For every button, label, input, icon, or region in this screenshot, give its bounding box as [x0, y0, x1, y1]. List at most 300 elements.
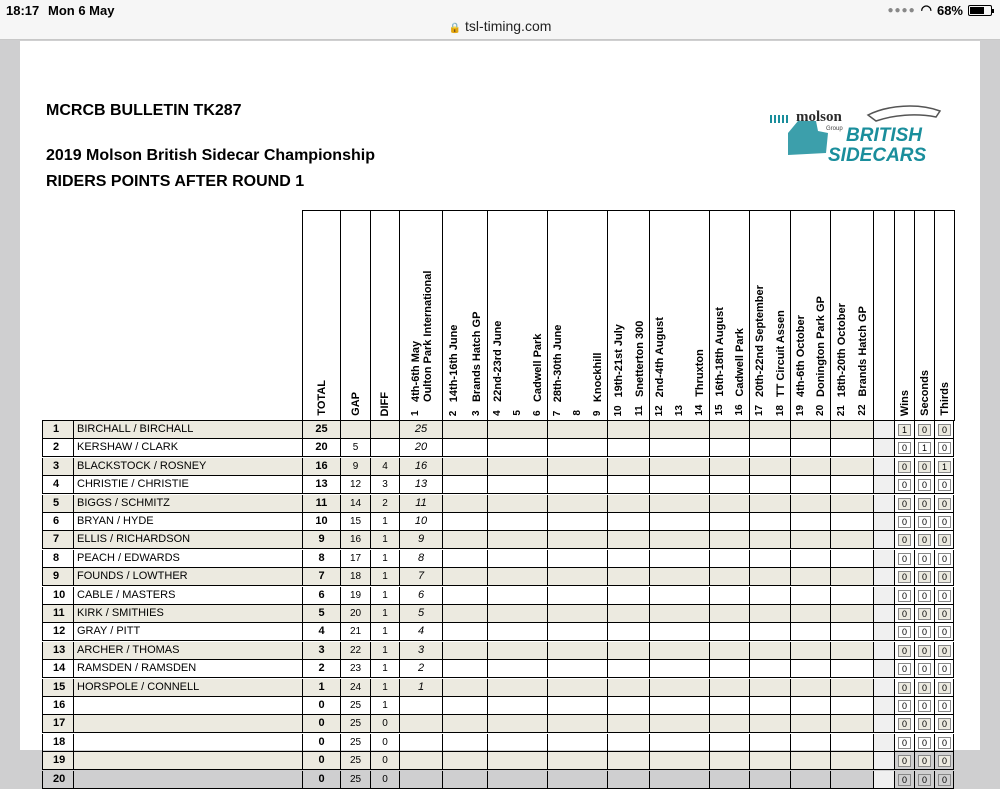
seconds-cell	[914, 660, 934, 678]
round-3-label	[471, 312, 483, 416]
total-cell: 25	[302, 421, 340, 439]
round-block-cell-5	[607, 476, 649, 494]
total-cell: 10	[302, 513, 340, 531]
round-block-cell-4	[547, 734, 607, 752]
diff-cell	[370, 421, 399, 439]
seconds-cell	[914, 458, 934, 476]
rider-name-cell: CHRISTIE / CHRISTIE	[73, 476, 302, 494]
header-round-12	[650, 211, 670, 420]
round-21-text	[836, 303, 848, 397]
diff-cell: 1	[370, 568, 399, 586]
round-block-cell-9	[790, 605, 830, 623]
seconds-cell	[914, 421, 934, 439]
round-19-number: 19	[795, 404, 806, 416]
round-1-points-cell: 10	[399, 513, 442, 531]
header-wins-label: Wins	[898, 389, 911, 416]
rider-name-cell: GRAY / PITT	[73, 623, 302, 641]
position-cell: 19	[42, 752, 73, 770]
wins-cell	[894, 752, 914, 770]
gap-cell	[340, 421, 370, 439]
round-1-venue: Oulton Park International	[421, 271, 434, 403]
logo-brand: molson	[796, 109, 842, 125]
round-block-cell-5	[607, 679, 649, 697]
round-block-cell-7	[709, 623, 749, 641]
round-16-number: 16	[734, 404, 745, 416]
round-block-cell-7	[709, 421, 749, 439]
total-cell: 0	[302, 734, 340, 752]
round-block-cell-9	[790, 697, 830, 715]
round-block-cell-10	[830, 421, 873, 439]
round-10-date: 19th-21st July	[612, 323, 625, 397]
round-block-cell-2	[442, 458, 487, 476]
thirds-count-box: 0	[938, 479, 951, 491]
round-block-cell-7	[709, 679, 749, 697]
round-block-cell-9	[790, 715, 830, 733]
header-gap	[340, 210, 370, 421]
round-block-cell-9	[790, 439, 830, 457]
round-block-cell-2	[442, 734, 487, 752]
rider-name-cell	[73, 752, 302, 770]
seconds-cell	[914, 642, 934, 660]
round-block-cell-5	[607, 458, 649, 476]
header-event-2	[442, 210, 487, 421]
round-block-cell-2	[442, 513, 487, 531]
position-cell: 13	[42, 642, 73, 660]
total-cell: 1	[302, 679, 340, 697]
thirds-count-box: 0	[938, 755, 951, 767]
round-block-cell-8	[749, 642, 790, 660]
wins-count-box: 0	[898, 461, 911, 473]
round-block-cell-8	[749, 605, 790, 623]
round-18-label	[775, 310, 787, 416]
position-cell: 17	[42, 715, 73, 733]
round-block-cell-5	[607, 587, 649, 605]
round-6-label	[532, 334, 544, 416]
diff-cell: 1	[370, 642, 399, 660]
round-block-cell-4	[547, 550, 607, 568]
gap-cell: 21	[340, 623, 370, 641]
round-1-points-cell	[399, 771, 442, 789]
table-row	[42, 642, 955, 660]
round-block-cell-2	[442, 476, 487, 494]
round-block-cell-10	[830, 623, 873, 641]
wins-cell	[894, 476, 914, 494]
round-15-text	[714, 307, 726, 396]
round-block-cell-3	[487, 568, 547, 586]
round-block-cell-4	[547, 623, 607, 641]
round-block-cell-5	[607, 513, 649, 531]
round-16-text	[734, 328, 746, 396]
diff-cell: 4	[370, 458, 399, 476]
round-block-cell-8	[749, 495, 790, 513]
total-cell: 6	[302, 587, 340, 605]
diff-cell: 2	[370, 495, 399, 513]
round-block-cell-10	[830, 752, 873, 770]
round-block-cell-9	[790, 660, 830, 678]
wins-count-box: 0	[898, 626, 911, 638]
gap-cell: 20	[340, 605, 370, 623]
thirds-cell	[934, 697, 954, 715]
round-block-cell-10	[830, 458, 873, 476]
wins-cell	[894, 623, 914, 641]
rider-name-cell: BIRCHALL / BIRCHALL	[73, 421, 302, 439]
table-row	[42, 623, 955, 641]
round-21-label	[836, 303, 848, 416]
address-bar[interactable]	[0, 18, 1000, 34]
round-6-number: 6	[532, 410, 543, 416]
thirds-count-box: 0	[938, 700, 951, 712]
header-round-11	[629, 211, 650, 420]
table-row	[42, 734, 955, 752]
round-2-date: 14th-16th June	[448, 324, 461, 403]
round-block-cell-9	[790, 642, 830, 660]
header-event-3	[487, 210, 547, 421]
round-1-points-cell: 4	[399, 623, 442, 641]
gap-cell: 18	[340, 568, 370, 586]
round-block-cell-7	[709, 605, 749, 623]
wins-cell	[894, 697, 914, 715]
total-cell: 0	[302, 771, 340, 789]
round-block-cell-2	[442, 771, 487, 789]
seconds-cell	[914, 771, 934, 789]
thirds-count-box: 0	[938, 645, 951, 657]
thirds-cell	[934, 605, 954, 623]
clock: 18:17	[6, 3, 40, 18]
wins-count-box: 0	[898, 516, 911, 528]
round-block-cell-10	[830, 495, 873, 513]
thirds-count-box: 0	[938, 590, 951, 602]
wins-count-box: 0	[898, 534, 911, 546]
round-block-cell-9	[790, 476, 830, 494]
round-18-venue: TT Circuit Assen	[774, 309, 787, 397]
header-event-5	[607, 210, 649, 421]
round-block-cell-6	[649, 439, 709, 457]
thirds-cell	[934, 439, 954, 457]
round-block-cell-5	[607, 715, 649, 733]
gap-cell: 22	[340, 642, 370, 660]
seconds-count-box: 0	[918, 645, 931, 657]
gap-cell: 25	[340, 771, 370, 789]
round-block-cell-2	[442, 568, 487, 586]
position-cell: 15	[42, 679, 73, 697]
seconds-count-box: 0	[918, 682, 931, 694]
wins-cell	[894, 642, 914, 660]
seconds-count-box: 0	[918, 516, 931, 528]
round-block-cell-3	[487, 439, 547, 457]
position-cell: 20	[42, 771, 73, 789]
header-total	[302, 210, 340, 421]
rider-name-cell: KIRK / SMITHIES	[73, 605, 302, 623]
round-block-cell-6	[649, 421, 709, 439]
round-block-cell-2	[442, 715, 487, 733]
round-block-cell-2	[442, 752, 487, 770]
gap-cell: 5	[340, 439, 370, 457]
round-block-cell-6	[649, 587, 709, 605]
thirds-count-box: 0	[938, 498, 951, 510]
round-block-cell-5	[607, 421, 649, 439]
seconds-cell	[914, 605, 934, 623]
round-block-cell-7	[709, 734, 749, 752]
rider-name-cell: PEACH / EDWARDS	[73, 550, 302, 568]
document-page	[20, 41, 980, 785]
wins-count-box: 0	[898, 479, 911, 491]
round-block-cell-7	[709, 752, 749, 770]
seconds-count-box: 0	[918, 755, 931, 767]
header-wins	[894, 210, 914, 421]
round-4-number: 4	[492, 410, 503, 416]
round-block-cell-5	[607, 550, 649, 568]
gap-cell: 17	[340, 550, 370, 568]
seconds-count-box: 0	[918, 663, 931, 675]
spacer-cell	[873, 476, 894, 494]
position-cell: 2	[42, 439, 73, 457]
round-block-cell-2	[442, 587, 487, 605]
rider-name-cell: RAMSDEN / RAMSDEN	[73, 660, 302, 678]
spacer-cell	[873, 697, 894, 715]
round-block-cell-6	[649, 495, 709, 513]
round-16-label	[734, 328, 746, 416]
wins-cell	[894, 421, 914, 439]
seconds-count-box: 0	[918, 461, 931, 473]
round-block-cell-5	[607, 752, 649, 770]
spacer-cell	[873, 623, 894, 641]
round-block-cell-3	[487, 715, 547, 733]
round-7-date: 28th-30th June	[552, 324, 564, 403]
header-diff	[370, 210, 399, 421]
spacer-cell	[873, 439, 894, 457]
round-block-cell-9	[790, 421, 830, 439]
round-block-cell-9	[790, 587, 830, 605]
header-round-14	[690, 211, 710, 420]
round-block-cell-9	[790, 752, 830, 770]
round-22-venue: Brands Hatch GP	[857, 306, 870, 397]
header-round-15	[710, 211, 730, 420]
round-block-cell-7	[709, 771, 749, 789]
seconds-count-box: 0	[918, 498, 931, 510]
total-cell: 0	[302, 715, 340, 733]
round-block-cell-4	[547, 752, 607, 770]
round-block-cell-10	[830, 439, 873, 457]
seconds-count-box: 0	[918, 590, 931, 602]
wins-cell	[894, 495, 914, 513]
round-block-cell-5	[607, 531, 649, 549]
seconds-cell	[914, 752, 934, 770]
round-block-cell-6	[649, 697, 709, 715]
round-block-cell-2	[442, 623, 487, 641]
round-block-cell-2	[442, 550, 487, 568]
round-5-label	[512, 406, 524, 416]
table-row	[42, 476, 955, 494]
round-3-text	[471, 312, 483, 402]
logo-line1: BRITISH	[846, 125, 922, 146]
round-block-cell-8	[749, 679, 790, 697]
round-22-number: 22	[857, 404, 869, 416]
round-block-cell-8	[749, 421, 790, 439]
round-17-label	[754, 285, 766, 416]
diff-cell: 1	[370, 660, 399, 678]
round-block-cell-9	[790, 568, 830, 586]
position-cell: 14	[42, 660, 73, 678]
thirds-cell	[934, 531, 954, 549]
table-row	[42, 568, 955, 586]
round-9-number: 9	[592, 410, 603, 416]
header-event-8	[749, 210, 790, 421]
round-12-text	[654, 317, 666, 397]
diff-cell	[370, 439, 399, 457]
round-block-cell-4	[547, 587, 607, 605]
round-6-venue: Cadwell Park	[532, 333, 544, 403]
round-block-cell-10	[830, 734, 873, 752]
header-round-5	[508, 211, 528, 420]
round-block-cell-10	[830, 550, 873, 568]
round-14-venue: Thruxton	[694, 349, 706, 397]
round-block-cell-4	[547, 679, 607, 697]
rider-name-cell: BIGGS / SCHMITZ	[73, 495, 302, 513]
round-block-cell-8	[749, 623, 790, 641]
diff-cell: 1	[370, 697, 399, 715]
thirds-cell	[934, 587, 954, 605]
header-total-label: TOTAL	[315, 380, 328, 416]
header-round-22	[853, 211, 875, 420]
spacer-cell	[873, 421, 894, 439]
round-block-cell-3	[487, 513, 547, 531]
rider-name-cell: BRYAN / HYDE	[73, 513, 302, 531]
round-block-cell-2	[442, 642, 487, 660]
round-block-cell-3	[487, 458, 547, 476]
header-round-19	[791, 211, 811, 420]
round-block-cell-3	[487, 771, 547, 789]
wins-count-box: 0	[898, 498, 911, 510]
rider-name-cell: ARCHER / THOMAS	[73, 642, 302, 660]
round-block-cell-7	[709, 513, 749, 531]
round-block-cell-6	[649, 623, 709, 641]
round-2-label	[448, 325, 460, 416]
round-22-text	[857, 306, 869, 396]
diff-cell: 3	[370, 476, 399, 494]
round-block-cell-10	[830, 531, 873, 549]
round-block-cell-10	[830, 771, 873, 789]
diff-cell: 0	[370, 752, 399, 770]
round-1-points-cell: 1	[399, 679, 442, 697]
header-round-1	[400, 211, 443, 420]
round-5-number: 5	[512, 410, 523, 416]
header-round-7	[548, 211, 568, 420]
battery-percent: 68%	[936, 2, 963, 18]
wins-cell	[894, 531, 914, 549]
seconds-cell	[914, 679, 934, 697]
table-row	[42, 495, 955, 513]
seconds-cell	[914, 734, 934, 752]
round-8-number: 8	[572, 410, 583, 416]
round-7-number: 7	[552, 410, 563, 416]
table-row	[42, 439, 955, 457]
round-9-text	[592, 353, 604, 403]
round-1-points-cell	[399, 734, 442, 752]
thirds-cell	[934, 495, 954, 513]
rider-name-cell	[73, 734, 302, 752]
thirds-count-box: 0	[938, 737, 951, 749]
thirds-cell	[934, 550, 954, 568]
wins-cell	[894, 734, 914, 752]
wins-count-box: 0	[898, 718, 911, 730]
position-cell: 5	[42, 495, 73, 513]
round-block-cell-10	[830, 587, 873, 605]
status-bar	[0, 0, 1000, 40]
position-cell: 11	[42, 605, 73, 623]
diff-cell: 0	[370, 715, 399, 733]
round-block-cell-9	[790, 531, 830, 549]
header-seconds	[914, 210, 934, 421]
header-round-16	[730, 211, 750, 420]
round-block-cell-2	[442, 439, 487, 457]
thirds-cell	[934, 642, 954, 660]
round-1-label	[410, 271, 434, 416]
round-block-cell-6	[649, 715, 709, 733]
wifi-icon: ◠	[920, 2, 932, 17]
spacer-cell	[873, 679, 894, 697]
header-round-3	[466, 211, 489, 420]
spacer-cell	[873, 771, 894, 789]
round-block-cell-3	[487, 476, 547, 494]
rider-name-cell: HORSPOLE / CONNELL	[73, 679, 302, 697]
header-event-6	[649, 210, 709, 421]
total-cell: 9	[302, 531, 340, 549]
round-4-text	[492, 321, 504, 402]
round-20-number: 20	[815, 404, 826, 416]
round-block-cell-10	[830, 605, 873, 623]
diff-cell: 0	[370, 771, 399, 789]
round-block-cell-4	[547, 495, 607, 513]
round-block-cell-2	[442, 605, 487, 623]
wins-cell	[894, 513, 914, 531]
round-14-number: 14	[694, 404, 705, 416]
round-block-cell-8	[749, 531, 790, 549]
round-block-cell-3	[487, 587, 547, 605]
round-1-points-cell	[399, 697, 442, 715]
table-row	[42, 660, 955, 678]
round-block-cell-4	[547, 715, 607, 733]
round-block-cell-6	[649, 642, 709, 660]
header-event-9	[790, 210, 830, 421]
header-round-17	[750, 211, 771, 420]
round-1-points-cell: 3	[399, 642, 442, 660]
round-block-cell-10	[830, 642, 873, 660]
round-block-cell-5	[607, 495, 649, 513]
total-cell: 3	[302, 642, 340, 660]
round-block-cell-4	[547, 476, 607, 494]
round-block-cell-6	[649, 513, 709, 531]
molson-british-sidecars-logo	[768, 103, 948, 169]
total-cell: 2	[302, 660, 340, 678]
round-block-cell-8	[749, 697, 790, 715]
thirds-cell	[934, 734, 954, 752]
round-10-number: 10	[612, 404, 624, 416]
table-row	[42, 587, 955, 605]
round-7-label	[552, 325, 564, 416]
position-cell: 3	[42, 458, 73, 476]
position-cell: 7	[42, 531, 73, 549]
gap-cell: 25	[340, 697, 370, 715]
wins-count-box: 0	[898, 774, 911, 786]
header-round-6	[528, 211, 548, 420]
seconds-cell	[914, 513, 934, 531]
table-row	[42, 605, 955, 623]
round-14-label	[694, 349, 706, 416]
round-block-cell-6	[649, 734, 709, 752]
round-block-cell-4	[547, 771, 607, 789]
diff-cell: 1	[370, 587, 399, 605]
thirds-count-box: 0	[938, 571, 951, 583]
